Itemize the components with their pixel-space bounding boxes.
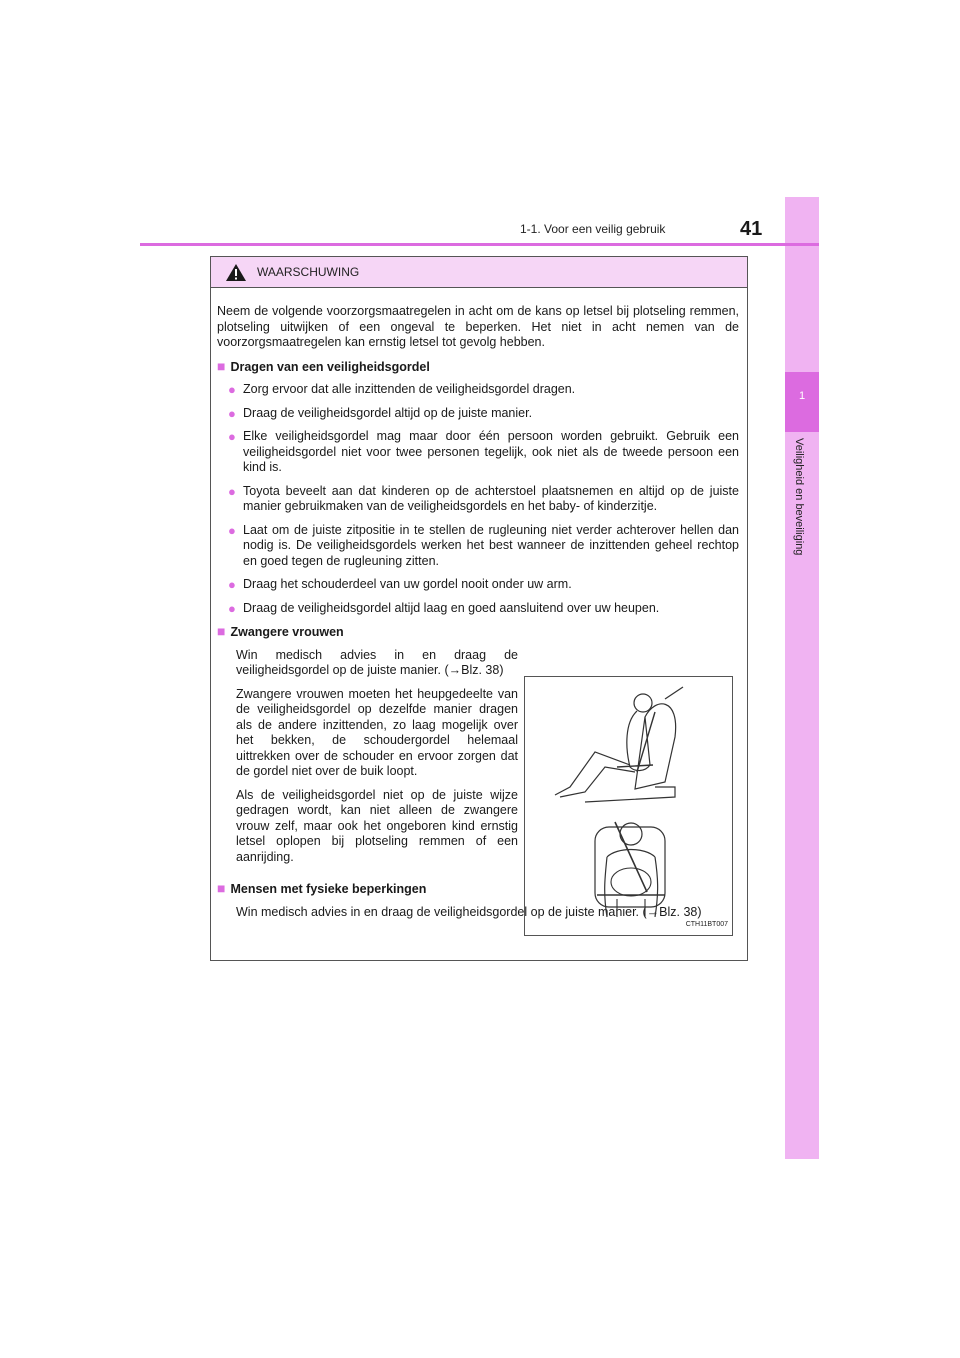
illustration-drawing [525, 677, 732, 917]
list-item: ● Draag de veiligheidsgordel altijd laag en goed aansluitend over uw heupen. [228, 600, 660, 616]
list-item: ● Elke veiligheidsgordel mag maar door één persoon worden gebruikt. Gebruik een veiligheidsgordel niet voor twee personen tegelijk, ook niet als de tweede persoon een kind is. [228, 429, 739, 474]
bullet-dot-icon: ● [228, 522, 236, 538]
section-title: 1-1. Voor een veilig gebruik [520, 222, 666, 236]
warning-title: WAARSCHUWING [257, 265, 360, 279]
chapter-side-tab [785, 197, 819, 1159]
warning-triangle-icon [225, 263, 247, 282]
chapter-number: 1 [798, 390, 806, 402]
bullet-dot-icon: ● [228, 600, 236, 616]
warning-header [211, 257, 747, 288]
list-item: ● Draag de veiligheidsgordel altijd op de juiste manier. [228, 405, 533, 421]
pregnant-paragraph: Zwangere vrouwen moeten het heupgedeelte van de veiligheidsgordel op dezelfde manier dragen als de andere inzittenden, zo laag mogelijk over het bekken, de schoudergordel helemaal uittrekken over de schouder en ervoor zorgen dat de gordel niet over de buik loopt. [236, 686, 518, 778]
square-bullet-icon: ■ [217, 623, 226, 639]
square-bullet-icon: ■ [217, 880, 226, 896]
bullet-dot-icon: ● [228, 429, 236, 444]
pregnant-paragraph: Win medisch advies in en draag de veiligheidsgordel op de juiste manier. (→Blz. 38) [236, 647, 518, 677]
list-item: ● Draag het schouderdeel van uw gordel nooit onder uw arm. [228, 577, 572, 592]
disabled-text: Win medisch advies in en draag de veiligheidsgordel op de juiste manier. (→Blz. 38) [236, 904, 702, 919]
figure-code: CTH11BT007 [685, 920, 728, 928]
page-number: 41 [740, 218, 763, 240]
warning-box [210, 256, 748, 961]
header-rule [140, 243, 819, 246]
pregnant-seatbelt-illustration [524, 676, 733, 936]
bullet-dot-icon: ● [228, 405, 236, 421]
chapter-title: Veiligheid en beveiliging [793, 438, 805, 556]
section-heading-disabled: ■ Mensen met fysieke beperkingen [217, 880, 427, 896]
square-bullet-icon: ■ [217, 357, 226, 374]
bullet-dot-icon: ● [228, 483, 236, 499]
bullet-dot-icon: ● [228, 382, 236, 397]
section-heading-seatbelt: ■ Dragen van een veiligheidsgordel [217, 357, 430, 374]
warning-body [211, 288, 747, 928]
section-heading-pregnant: ■ Zwangere vrouwen [217, 623, 344, 639]
list-item: ● Zorg ervoor dat alle inzittenden de veiligheidsgordel dragen. [228, 382, 576, 397]
pregnant-paragraph: Als de veiligheidsgordel niet op de juiste wijze gedragen wordt, kan niet alleen de zwangere vrouw zelf, maar ook het ongeboren kind ernstig letsel oplopen bij plotseling remmen of een aanrijding. [236, 787, 518, 864]
bullet-dot-icon: ● [228, 577, 236, 592]
pregnant-text [236, 648, 518, 866]
warning-intro: Neem de volgende voorzorgsmaatregelen in acht om de kans op letsel bij plotseling remmen, plotseling uitwijken of een ongeval te beperken. Het niet in acht nemen van de voorzorgsmaatregelen kan ernstig letsel tot gevolg hebben. [217, 304, 739, 349]
chapter-active-marker [785, 372, 819, 432]
list-item: ● Laat om de juiste zitpositie in te stellen de rugleuning niet verder achterover hellen dan nodig is. De veiligheidsgordels werken het best wanneer de inzittenden geheel rechtop en goed tegen de rugleuning zitten. [228, 522, 739, 568]
list-item: ● Toyota beveelt aan dat kinderen op de achterstoel plaatsnemen en altijd op de juiste manier gebruikmaken van de veiligheidsgordels en het baby- of kinderzitje. [228, 483, 739, 513]
